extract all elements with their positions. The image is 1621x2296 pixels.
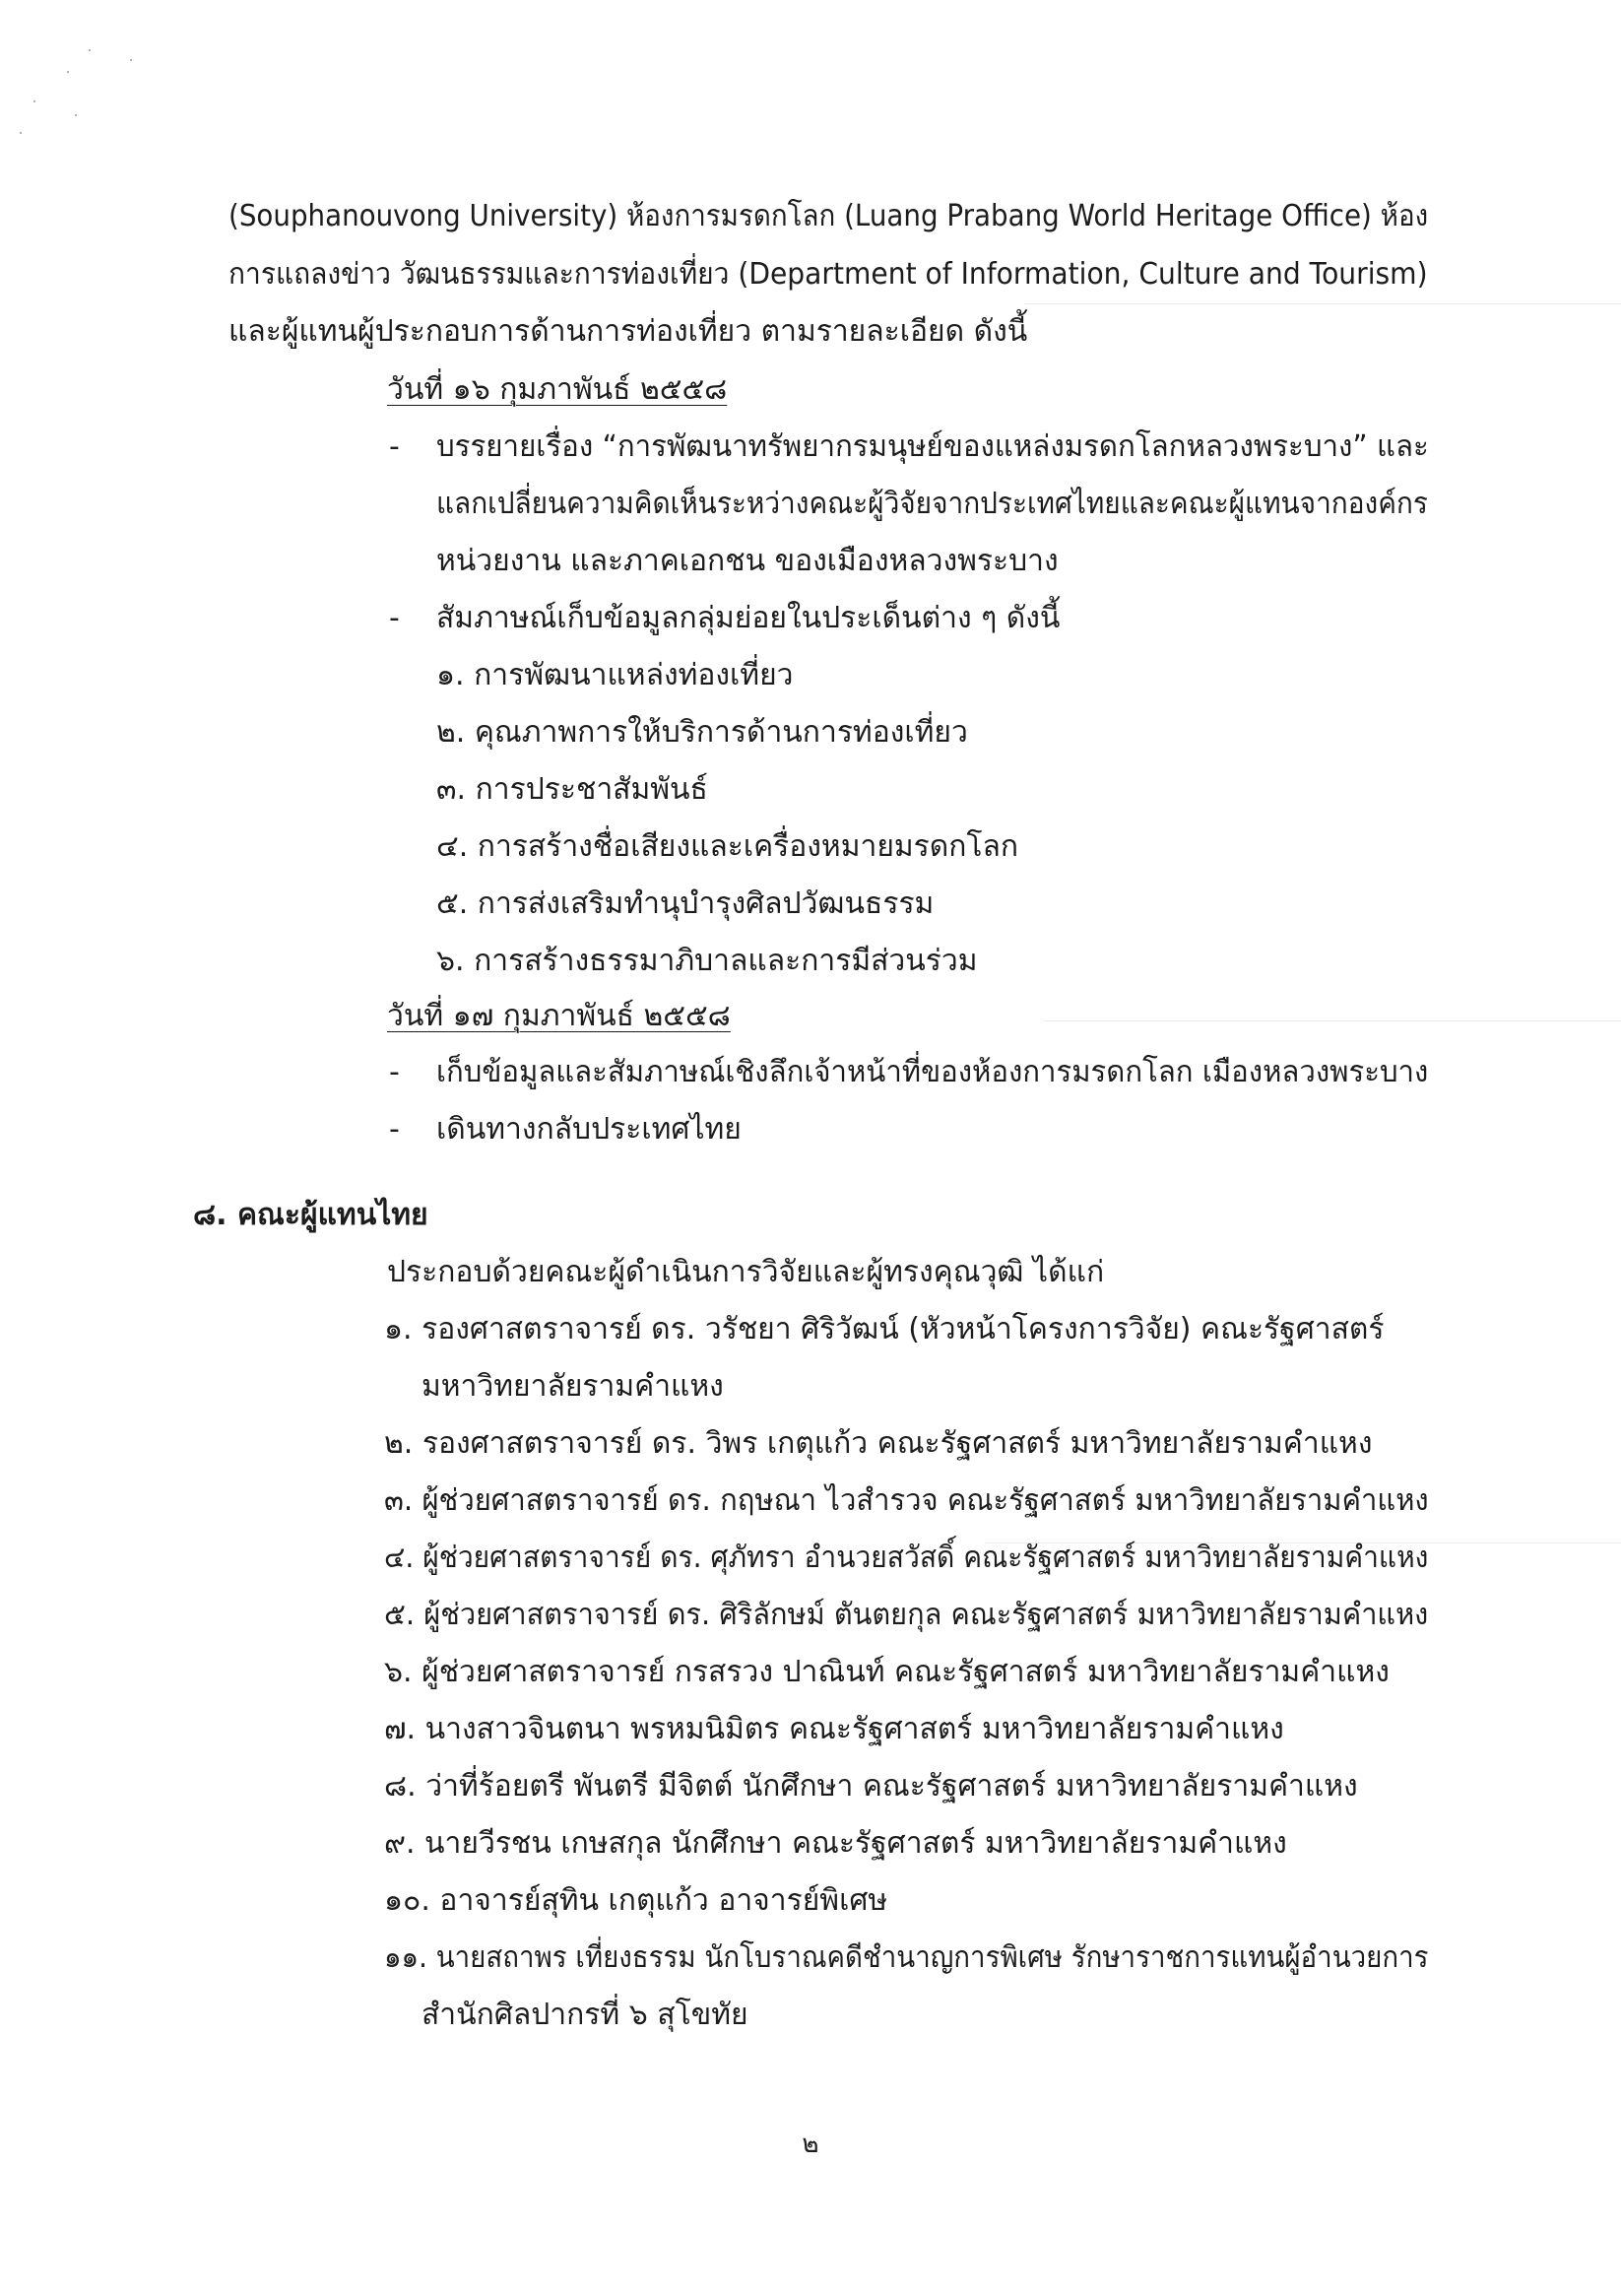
member-text: ๑๐. อาจารย์สุทิน เกตุแก้ว อาจารย์พิเศษ [384,1883,888,1918]
member-text: ๕. ผู้ช่วยศาสตราจารย์ ดร. ศิริลักษม์ ตันตยกุล คณะรัฐศาสตร์ มหาวิทยาลัยรามคำแหง [384,1598,1429,1632]
intro-text: และผู้แทนผู้ประกอบการด้านการท่องเที่ยว ตามรายละเอียด ดังนี้ [228,314,1028,349]
bullet-text: เก็บข้อมูลและสัมภาษณ์เชิงลึกเจ้าหน้าที่ของห้องการมรดกโลก เมืองหลวงพระบาง [436,1055,1429,1089]
member-text: ๒. รองศาสตราจารย์ ดร. วิพร เกตุแก้ว คณะรัฐศาสตร์ มหาวิทยาลัยรามคำแหง [384,1426,1373,1461]
section-heading: ๘. คณะผู้แทนไทย [193,1198,428,1232]
topic-text: ๒. คุณภาพการให้บริการด้านการท่องเที่ยว [436,715,968,750]
member-text: สำนักศิลปากรที่ ๖ สุโขทัย [421,1998,748,2032]
member-text: ๓. ผู้ช่วยศาสตราจารย์ ดร. กฤษณา ไวสำรวจ คณะรัฐศาสตร์ มหาวิทยาลัยรามคำแหง [384,1483,1429,1518]
member-text: ๑. รองศาสตราจารย์ ดร. วรัชยา ศิริวัฒน์ (หัวหน้าโครงการวิจัย) คณะรัฐศาสตร์ [384,1312,1385,1346]
member-text: ๙. นายวีรชน เกษสกุล นักศึกษา คณะรัฐศาสตร์ มหาวิทยาลัยรามคำแหง [384,1826,1287,1861]
member-text: ๑๑. นายสถาพร เที่ยงธรรม นักโบราณคดีชำนาญการพิเศษ รักษาราชการแทนผู้อำนวยการ [384,1940,1429,1975]
scan-line [1024,303,1621,304]
topic-text: ๓. การประชาสัมพันธ์ [436,772,708,807]
day1-date: วันที่ ๑๖ กุมภาพันธ์ ๒๕๕๘ [387,372,728,407]
bullet-text: หน่วยงาน และภาคเอกชน ของเมืองหลวงพระบาง [436,544,1059,578]
bullet-text: บรรยายเรื่อง “การพัฒนาทรัพยากรมนุษย์ของแหล่งมรดกโลกหลวงพระบาง” และ [436,429,1429,464]
scan-line [1044,1020,1621,1021]
member-text: มหาวิทยาลัยรามคำแหง [421,1369,724,1404]
bullet-text: แลกเปลี่ยนความคิดเห็นระหว่างคณะผู้วิจัยจากประเทศไทยและคณะผู้แทนจากองค์กร [436,487,1428,521]
member-text: ๘. ว่าที่ร้อยตรี พันตรี มีจิตต์ นักศึกษา คณะรัฐศาสตร์ มหาวิทยาลัยรามคำแหง [384,1769,1358,1804]
intro-text: (Souphanouvong University) ห้องการมรดกโลก (Luang Prabang World Heritage Office) ห้อง [228,199,1429,233]
topic-text: ๕. การส่งเสริมทำนุบำรุงศิลปวัฒนธรรม [436,886,935,921]
bullet-dash: - [389,429,400,464]
member-text: ๗. นางสาวจินตนา พรหมนิมิตร คณะรัฐศาสตร์ มหาวิทยาลัยรามคำแหง [384,1712,1284,1746]
bullet-dash: - [389,1055,400,1089]
topic-text: ๔. การสร้างชื่อเสียงและเครื่องหมายมรดกโลก [436,829,1019,864]
bullet-text: สัมภาษณ์เก็บข้อมูลกลุ่มย่อยในประเด็นต่าง ๆ ดังนี้ [436,601,1061,635]
day2-date: วันที่ ๑๗ กุมภาพันธ์ ๒๕๕๘ [387,999,731,1033]
page-number: ๒ [802,2130,819,2159]
intro-text: การแถลงข่าว วัฒนธรรมและการท่องเที่ยว (Department of Information, Culture and Tourism) [228,257,1428,292]
member-text: ๖. ผู้ช่วยศาสตราจารย์ กรสรวง ปาณินท์ คณะรัฐศาสตร์ มหาวิทยาลัยรามคำแหง [384,1655,1390,1689]
topic-text: ๖. การสร้างธรรมาภิบาลและการมีส่วนร่วม [436,944,978,978]
topic-text: ๑. การพัฒนาแหล่งท่องเที่ยว [436,658,794,692]
bullet-text: เดินทางกลับประเทศไทย [436,1112,742,1147]
bullet-dash: - [389,1112,400,1147]
section-intro: ประกอบด้วยคณะผู้ดำเนินการวิจัยและผู้ทรงคุณวุฒิ ได้แก่ [387,1255,1105,1289]
scan-specks [20,49,148,148]
bullet-dash: - [389,601,400,635]
member-text: ๔. ผู้ช่วยศาสตราจารย์ ดร. ศุภัทรา อำนวยสวัสดิ์ คณะรัฐศาสตร์ มหาวิทยาลัยรามคำแหง [384,1541,1429,1575]
